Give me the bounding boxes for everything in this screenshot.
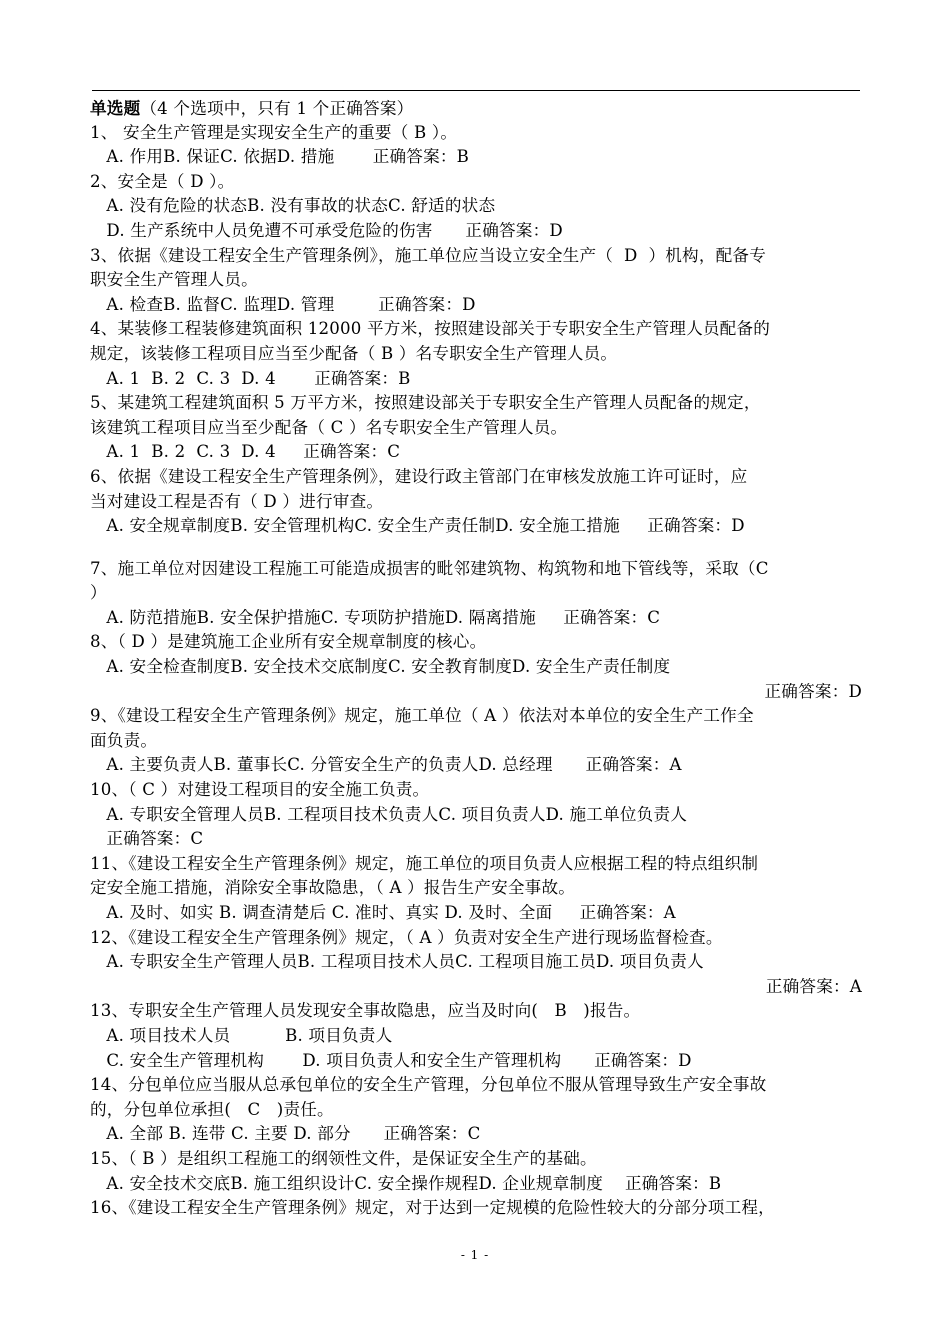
text-line: D. 生产系统中人员免遭不可承受危险的伤害 正确答案：D <box>90 220 563 240</box>
text-line: 2、安全是（ D ）。 <box>90 171 235 191</box>
text-line: A. 安全规章制度B. 安全管理机构C. 安全生产责任制D. 安全施工措施 正确答案：D <box>90 516 745 536</box>
text-line: 15、（ B ）是组织工程施工的纲领性文件，是保证安全生产的基础。 <box>90 1148 597 1168</box>
text-line: A. 专职安全生产管理人员B. 工程项目技术人员C. 工程项目施工员D. 项目负责人 <box>90 952 704 972</box>
text-line: 正确答案：C <box>90 829 204 849</box>
text-line: 10、（ C ）对建设工程项目的安全施工负责。 <box>90 780 430 800</box>
text-line: 3、依据《建设工程安全生产管理条例》，施工单位应当设立安全生产（ D ）机构，配备专 <box>90 245 767 265</box>
text-line: A. 1 B. 2 C. 3 D. 4 正确答案：C <box>90 442 401 462</box>
text-line: 面负责。 <box>90 730 158 750</box>
text-line: 规定，该装修工程项目应当至少配备（ B ）名专职安全生产管理人员。 <box>90 343 618 363</box>
text-line: 当对建设工程是否有（ D ）进行审查。 <box>90 491 384 511</box>
document-body <box>90 96 862 1221</box>
text-line: 职安全生产管理人员。 <box>90 270 258 290</box>
text-line: 正确答案：D <box>764 681 862 701</box>
section-heading <box>90 96 862 121</box>
text-line: ） <box>90 583 107 603</box>
text-line: 1、 安全生产管理是实现安全生产的重要（ B ）。 <box>90 122 458 142</box>
text-line: A. 1 B. 2 C. 3 D. 4 正确答案：B <box>90 368 411 388</box>
text-line: 9、《建设工程安全生产管理条例》规定，施工单位（ A ）依法对本单位的安全生产工作全 <box>90 706 754 726</box>
text-line: 16、《建设工程安全生产管理条例》规定，对于达到一定规模的危险性较大的分部分项工程， <box>90 1198 775 1218</box>
text-line: C. 安全生产管理机构 D. 项目负责人和安全生产管理机构 正确答案：D <box>90 1050 692 1070</box>
section-heading-title: 单选题 <box>90 98 141 118</box>
text-line: 11、《建设工程安全生产管理条例》规定，施工单位的项目负责人应根据工程的特点组织制 <box>90 853 759 873</box>
text-line: A. 全部 B. 连带 C. 主要 D. 部分 正确答案：C <box>90 1124 481 1144</box>
text-line: A. 项目技术人员 B. 项目负责人 <box>90 1025 393 1045</box>
text-line: 13、专职安全生产管理人员发现安全事故隐患，应当及时向( B )报告。 <box>90 1001 641 1021</box>
text-line: 8、（ D ）是建筑施工企业所有安全规章制度的核心。 <box>90 632 487 652</box>
text-line: A. 及时、如实 B. 调查清楚后 C. 准时、真实 D. 及时、全面 正确答案：A <box>90 903 676 922</box>
header-rule <box>92 90 860 91</box>
text-line: 7、施工单位对因建设工程施工可能造成损害的毗邻建筑物、构筑物和地下管线等，采取（C <box>90 558 769 578</box>
text-line: 6、依据《建设工程安全生产管理条例》，建设行政主管部门在审核发放施工许可证时，应 <box>90 466 748 486</box>
section-heading-subtitle: （4 个选项中，只有 1 个正确答案） <box>140 99 414 118</box>
blank-line <box>90 539 862 557</box>
text-line: 5、某建筑工程建筑面积 5 万平方米，按照建设部关于专职安全生产管理人员配备的规定， <box>90 393 761 413</box>
text-line: A. 主要负责人B. 董事长C. 分管安全生产的负责人D. 总经理 正确答案：A <box>90 755 682 775</box>
text-line: 4、某装修工程装修建筑面积 12000 平方米，按照建设部关于专职安全生产管理人员配备的 <box>90 319 771 339</box>
text-line: 正确答案：A <box>765 976 862 996</box>
text-line: 该建筑工程项目应当至少配备（ C ）名专职安全生产管理人员。 <box>90 417 568 437</box>
text-line: A. 检查B. 监督C. 监理D. 管理 正确答案：D <box>90 294 476 314</box>
text-line: A. 没有危险的状态B. 没有事故的状态C. 舒适的状态 <box>90 196 496 216</box>
text-line: 定安全施工措施，消除安全事故隐患，（ A ）报告生产安全事故。 <box>90 878 576 898</box>
text-line: A. 作用B. 保证C. 依据D. 措施 正确答案：B <box>90 147 470 167</box>
text-line: 的，分包单位承担( C )责任。 <box>90 1099 334 1119</box>
page-number: - 1 - <box>460 1248 490 1262</box>
text-line: A. 安全检查制度B. 安全技术交底制度C. 安全教育制度D. 安全生产责任制度 <box>90 657 671 677</box>
text-line: 12、《建设工程安全生产管理条例》规定，（ A ）负责对安全生产进行现场监督检查。 <box>90 927 723 947</box>
text-line: A. 安全技术交底B. 施工组织设计C. 安全操作规程D. 企业规章制度 正确答案：B <box>90 1173 722 1193</box>
text-line: 14、分包单位应当服从总承包单位的安全生产管理，分包单位不服从管理导致生产安全事故 <box>90 1075 767 1095</box>
text-line: A. 专职安全管理人员B. 工程项目技术负责人C. 项目负责人D. 施工单位负责人 <box>90 804 688 824</box>
text-line: A. 防范措施B. 安全保护措施C. 专项防护措施D. 隔离措施 正确答案：C <box>90 607 661 627</box>
